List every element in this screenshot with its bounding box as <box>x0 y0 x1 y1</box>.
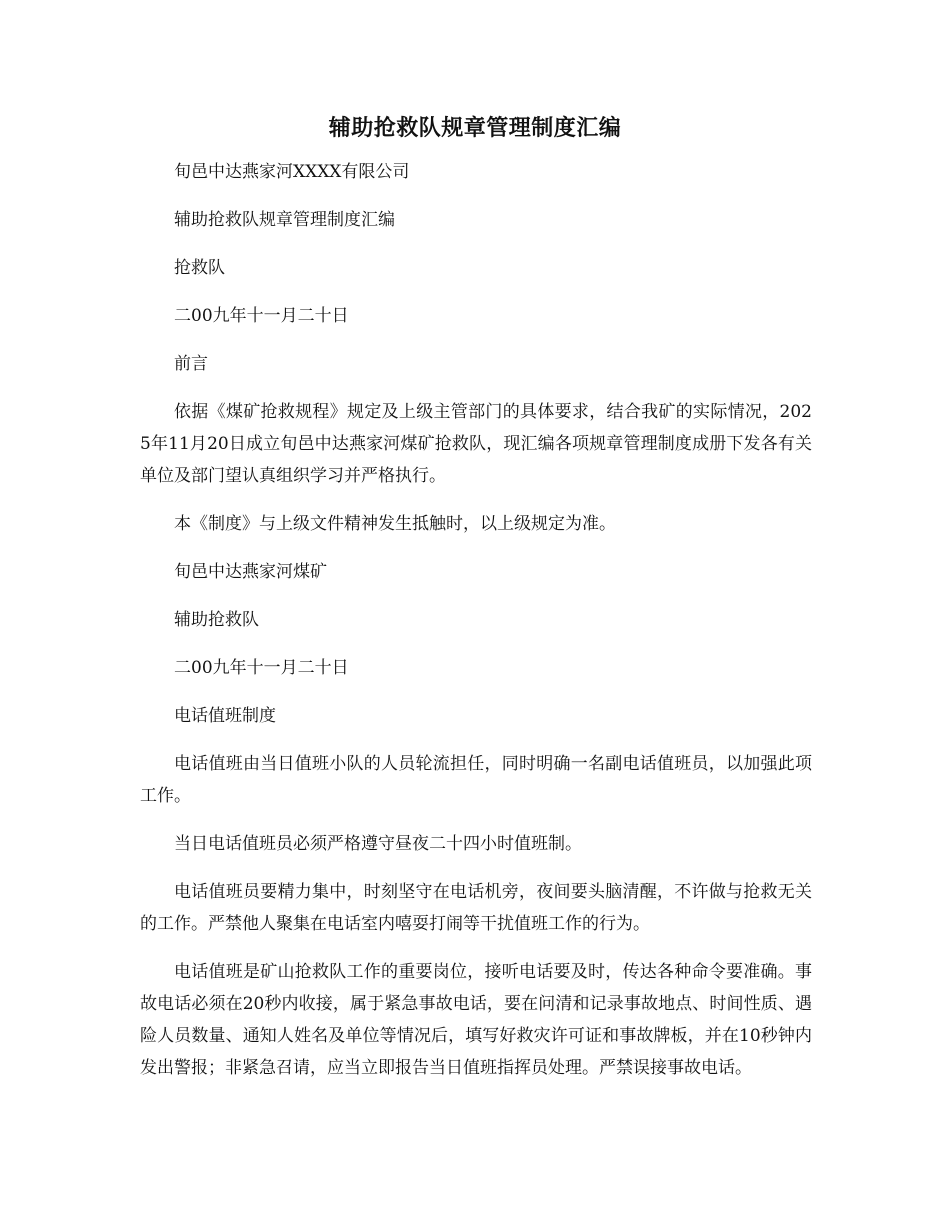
paragraph-precedence-note: 本《制度》与上级文件精神发生抵触时，以上级规定为准。 <box>174 514 616 534</box>
paragraph-preface-text: 依据《煤矿抢救规程》规定及上级主管部门的具体要求，结合我矿的实际情况，2025年11月20日成立旬邑中达燕家河煤矿抢救队，现汇编各项规章管理制度成册下发各有关单位及部门望认真组织学习并严格执行。 <box>140 402 812 486</box>
paragraph-company: 旬邑中达燕家河XXXX有限公司 <box>174 162 410 182</box>
paragraph-compilation-title: 辅助抢救队规章管理制度汇编 <box>174 210 395 230</box>
paragraph-phone-duty-1: 电话值班由当日值班小队的人员轮流担任，同时明确一名副电话值班员，以加强此项工作。 <box>140 754 812 806</box>
paragraph-signature-date: 二00九年十一月二十日 <box>174 658 349 678</box>
paragraph-phone-duty-4: 电话值班是矿山抢救队工作的重要岗位，接听电话要及时，传达各种命令要准确。事故电话必须在20秒内收接，属于紧急事故电话，要在问清和记录事故地点、时间性质、遇险人员数量、通知人姓名及单位等情况后，填写好救灾许可证和事故牌板，并在10秒钟内发出警报；非紧急召请，应当立即报告当日值班指挥员处理。严禁误接事故电话。 <box>140 962 812 1078</box>
paragraph-date: 二00九年十一月二十日 <box>174 306 349 326</box>
paragraph-phone-duty-2: 当日电话值班员必须严格遵守昼夜二十四小时值班制。 <box>174 834 582 854</box>
paragraph-signature-mine: 旬邑中达燕家河煤矿 <box>174 562 327 582</box>
section-heading-phone-duty: 电话值班制度 <box>174 706 276 726</box>
document-body <box>140 156 812 1100</box>
paragraph-phone-duty-3: 电话值班员要精力集中，时刻坚守在电话机旁，夜间要头脑清醒，不许做与抢救无关的工作。严禁他人聚集在电话室内嘻耍打闹等干扰值班工作的行为。 <box>140 882 812 934</box>
document-title: 辅助抢救队规章管理制度汇编 <box>328 115 622 141</box>
paragraph-team: 抢救队 <box>174 258 225 278</box>
section-heading-preface: 前言 <box>174 354 208 374</box>
paragraph-signature-team: 辅助抢救队 <box>174 610 259 630</box>
